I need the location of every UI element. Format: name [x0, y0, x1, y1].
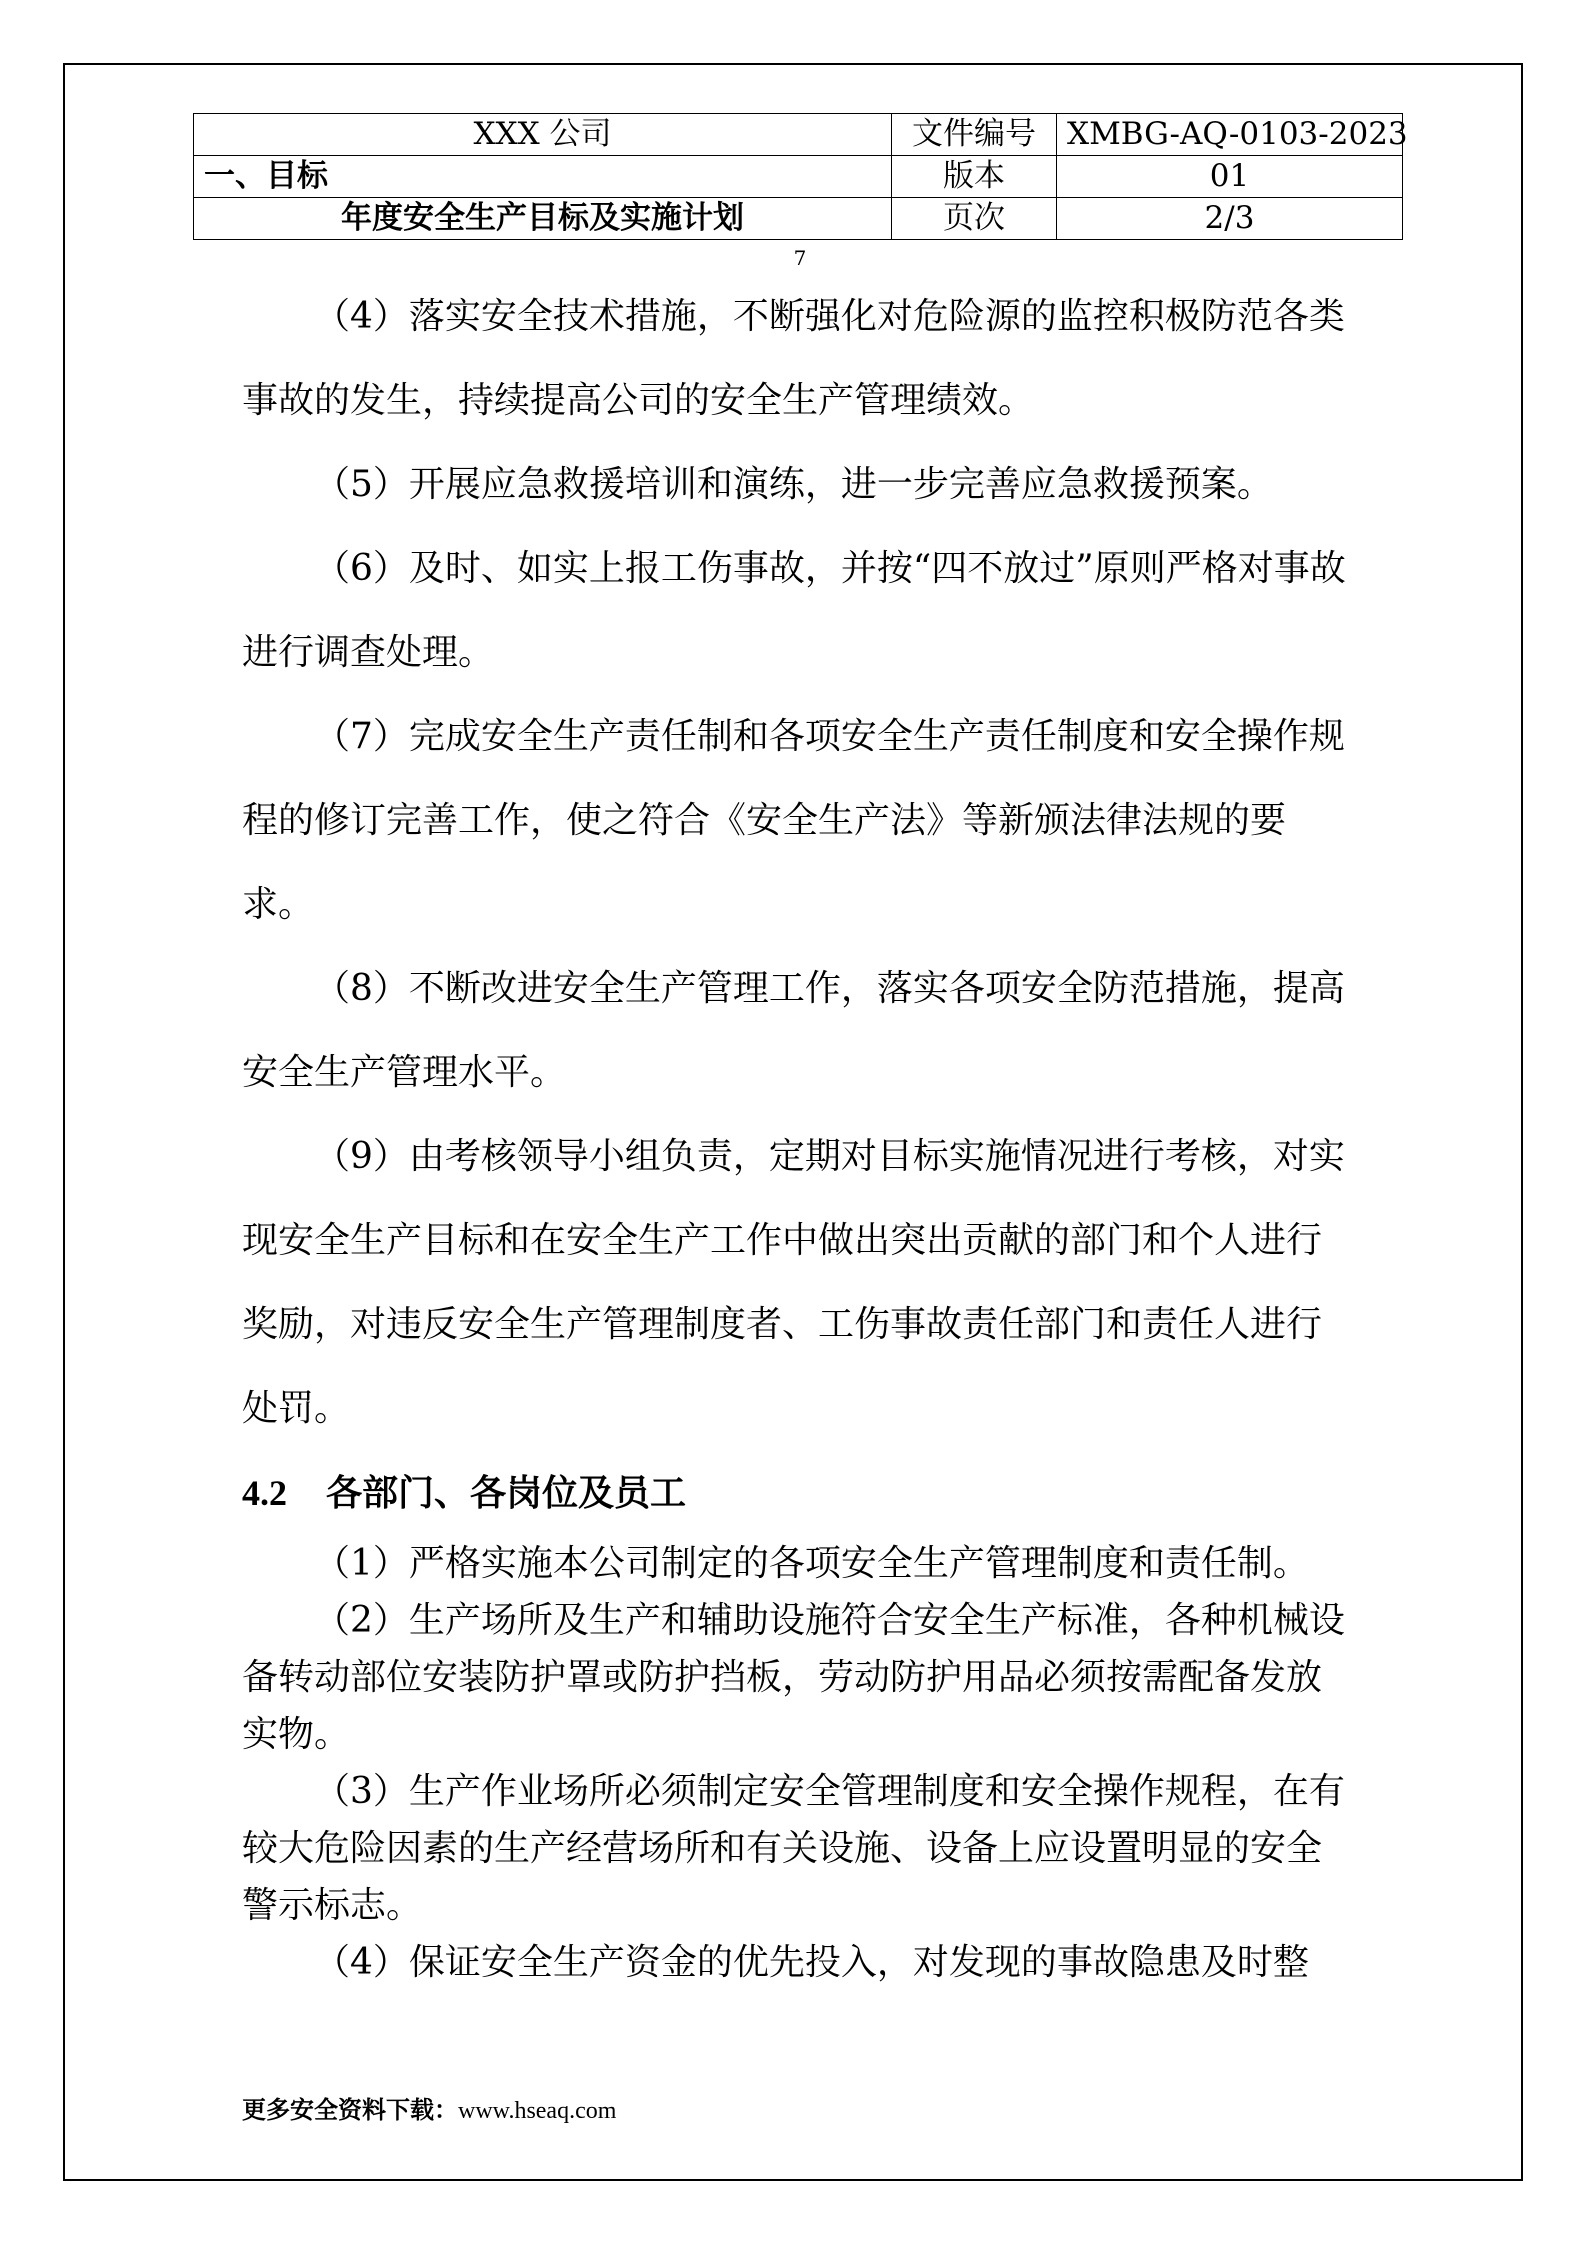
footer [242, 2090, 616, 2125]
page-label: 页次 [892, 198, 1057, 240]
header-row-2 [194, 156, 1403, 198]
paragraph: （5）开展应急救援培训和演练，进一步完善应急救援预案。 [314, 464, 1273, 505]
footer-link[interactable]: www.hseaq.com [458, 2098, 617, 2124]
section-4-2-body [242, 1535, 1352, 1991]
section-label: 一、目标 [194, 156, 892, 198]
paragraph: （6）及时、如实上报工伤事故，并按“四不放过”原则严格对事故进行调查处理。 [242, 548, 1346, 673]
section-number: 4.2 [242, 1473, 287, 1513]
doc-title: 年度安全生产目标及实施计划 [194, 198, 892, 240]
company-name: XXX 公司 [194, 114, 892, 156]
paragraph: （2）生产场所及生产和辅助设施符合安全生产标准，各种机械设备转动部位安装防护罩或防护挡板，劳动防护用品必须按需配备发放实物。 [242, 1600, 1345, 1755]
paragraph: （4）落实安全技术措施，不断强化对危险源的监控积极防范各类事故的发生，持续提高公司的安全生产管理绩效。 [242, 296, 1345, 421]
paragraph: （8）不断改进安全生产管理工作，落实各项安全防范措施，提高安全生产管理水平。 [242, 968, 1345, 1093]
version-label: 版本 [892, 156, 1057, 198]
paragraph: （4）保证安全生产资金的优先投入，对发现的事故隐患及时整 [314, 1942, 1309, 1983]
header-row-3 [194, 198, 1403, 240]
version-value: 01 [1057, 156, 1403, 198]
footer-label: 更多安全资料下载： [242, 2095, 458, 2124]
section-heading [242, 1451, 1352, 1535]
paragraph: （1）严格实施本公司制定的各项安全生产管理制度和责任制。 [314, 1543, 1309, 1584]
page-number: 7 [793, 246, 807, 270]
section-title: 各部门、各岗位及员工 [326, 1472, 687, 1514]
paragraph: （7）完成安全生产责任制和各项安全生产责任制度和安全操作规程的修订完善工作，使之符合《安全生产法》等新颁法律法规的要求。 [242, 716, 1345, 925]
header-row-1 [194, 114, 1403, 156]
document-header-table [193, 113, 1408, 240]
page-value: 2/3 [1057, 198, 1403, 240]
paragraph: （9）由考核领导小组负责，定期对目标实施情况进行考核，对实现安全生产目标和在安全生产工作中做出突出贡献的部门和个人进行奖励，对违反安全生产管理制度者、工伤事故责任部门和责任人进行处罚。 [242, 1136, 1345, 1429]
paragraph: （3）生产作业场所必须制定安全管理制度和安全操作规程，在有较大危险因素的生产经营场所和有关设施、设备上应设置明显的安全警示标志。 [242, 1771, 1345, 1926]
doc-no-label: 文件编号 [892, 114, 1057, 156]
doc-no-value: XMBG-AQ-0103-2023 [1057, 114, 1403, 156]
document-body [242, 275, 1352, 1991]
